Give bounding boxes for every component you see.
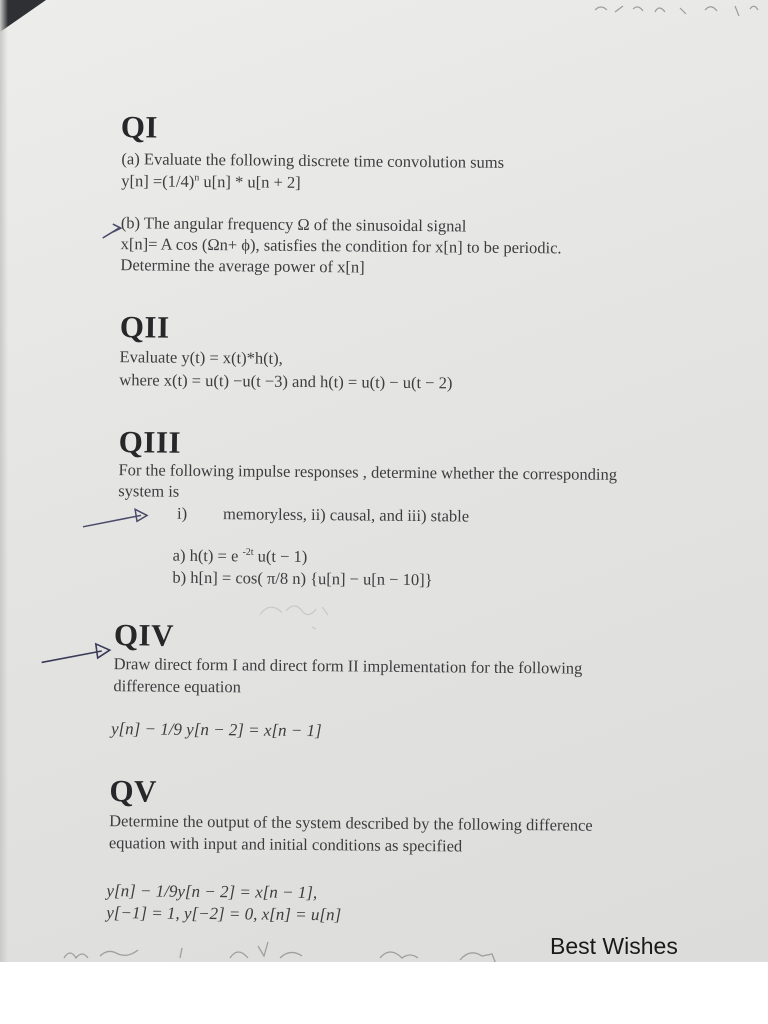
faint-pencil-note bbox=[252, 592, 342, 633]
question-5-heading: QV bbox=[109, 773, 158, 809]
question-3a-response: a) h(t) = e $^{-2t}$ u(t − 1) bbox=[172, 545, 308, 566]
question-3-item-number: i) bbox=[176, 503, 188, 523]
question-5-text-cont: equation with input and initial conditions as specified bbox=[108, 833, 463, 856]
closing-text: Best Wishes bbox=[550, 933, 678, 959]
question-1a-formula: $y[n] =(1/4)^n$ u[n] * u[n + 2] bbox=[121, 171, 301, 192]
question-5-initial-conditions: y[−1] = 1, y[−2] = 0, x[n] = u[n] bbox=[106, 903, 342, 925]
question-1b-signal: x[n]= A cos (Ωn+ ϕ), satisfies the condition for x[n] to be periodic. bbox=[120, 234, 562, 258]
question-3b-response: b) h[n] = cos( π/8 n) {u[n] − u[n − 10]} bbox=[172, 567, 433, 590]
question-3-text: For the following impulse responses , determine whether the corresponding bbox=[118, 460, 618, 484]
bottom-handwriting-marks bbox=[60, 940, 560, 962]
question-1-heading: QI bbox=[120, 109, 159, 145]
question-4-equation: y[n] − 1/9 y[n − 2] = x[n − 1] bbox=[110, 719, 322, 741]
question-5-equation: y[n] − 1/9y[n − 2] = x[n − 1], bbox=[106, 881, 318, 903]
question-1b-task: Determine the average power of x[n] bbox=[120, 255, 365, 277]
question-4-text-cont: difference equation bbox=[113, 676, 242, 697]
question-1b-text: (b) The angular frequency Ω of the sinusoidal signal bbox=[120, 213, 467, 236]
question-3-heading: QIII bbox=[118, 424, 182, 460]
question-2-text: Evaluate y(t) = x(t)*h(t), bbox=[119, 347, 283, 368]
question-1a-text: (a) Evaluate the following discrete time convolution sums bbox=[121, 149, 505, 172]
question-4-text: Draw direct form I and direct form II implementation for the following bbox=[113, 654, 583, 678]
question-2-heading: QII bbox=[119, 309, 170, 345]
question-4-heading: QIV bbox=[113, 617, 175, 653]
question-3-text-cont: system is bbox=[118, 481, 180, 501]
question-2-definitions: where x(t) = u(t) −u(t −3) and h(t) = u(t) − u(t − 2) bbox=[119, 370, 453, 393]
pen-arrow-mark-2 bbox=[81, 501, 177, 532]
pen-arrow-mark-3 bbox=[40, 636, 120, 667]
question-3-properties: memoryless, ii) causal, and iii) stable bbox=[222, 504, 470, 526]
question-5-text: Determine the output of the system described by the following difference bbox=[109, 811, 593, 835]
